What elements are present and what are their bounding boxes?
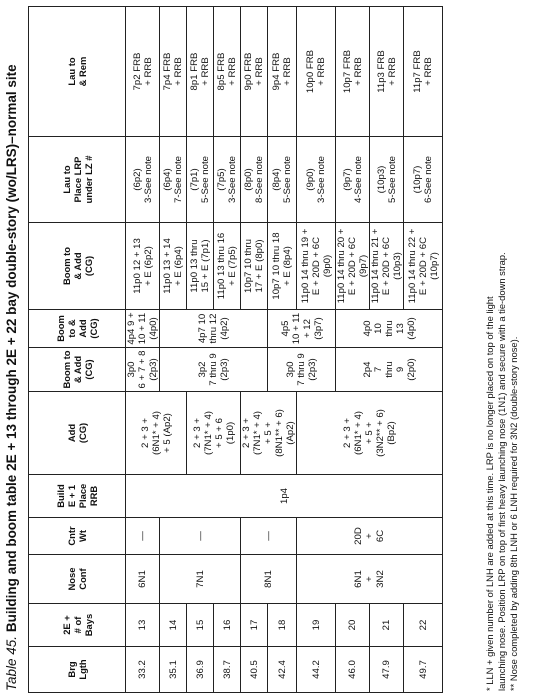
cell-bays: 14 [160,604,187,647]
cell-boom1: 3p0 7 thru 9 (2p3) [268,348,336,392]
cell-nose: 6N1 [126,555,160,604]
cell-brg: 35.1 [160,647,187,693]
cell-boom2: 4p7 10 thru 12 (4p2) [160,310,268,348]
cell-lau-lrp: (7p1) 5-See note [187,137,214,223]
cell-add: 2 + 3 + (6N1* + 4) + 5 (Ap2) [126,392,187,475]
cell-bays: 15 [187,604,214,647]
cell-lau-rem: 11p3 FRB + RRB [370,7,404,137]
cell-bays: 18 [268,604,297,647]
cell-cntr: 20D + 6C [297,518,443,555]
cell-bays: 19 [297,604,336,647]
header-row [29,7,126,693]
header-build: Build E + 1 Place RRB [29,475,126,518]
cell-add: 2 + 3 + (6N1* + 4) + 5 + (3N2** + 6) (Bp2) [297,392,443,475]
cell-lau-lrp: (6p2) 3-See note [126,137,160,223]
cell-lau-lrp: (6p4) 7-See note [160,137,187,223]
header-add: Add (CG) [29,392,126,475]
cell-lau-lrp: (10p7) 6-See note [404,137,443,223]
cell-cntr: — [160,518,241,555]
cell-boom3: 11p0 13 thru 16 + E (7p5) [214,223,241,310]
header-lau-to-place-lrp: Lau to Place LRP under LZ # [29,137,126,223]
header-nose-conf: Nose Conf [29,555,126,604]
cell-boom3: 10p7 10 thru 18 + E (8p4) [268,223,297,310]
cell-cntr: — [126,518,160,555]
cell-boom3: 11p0 14 thru 19 + E + 20D + 6C (9p0) [297,223,336,310]
cell-boom1: 3p0 6 + 7 + 8 (2p3) [126,348,160,392]
cell-boom3: 11p0 12 + 13 + E (6p2) [126,223,160,310]
table-title [4,1,26,691]
table-row [160,7,187,693]
cell-lau-rem: 8p1 FRB + RRB [187,7,214,137]
cell-lau-rem: 7p2 FRB + RRB [126,7,160,137]
table-row [126,7,160,693]
note-3: ** Nose completed by adding 8th LNH or 6 LNH required for 3N2 (double-story nose). [508,336,519,691]
cell-boom3: 11p0 13 thru 15 + E (7p1) [187,223,214,310]
header-boom-to-add: Boom to & Add (CG) [29,348,126,392]
cell-lau-rem: 11p7 FRB + RRB [404,7,443,137]
table-notes [484,11,520,691]
note-2: launching nose. Position LRP on top of first heavy launching nose (1N1) and secure with a tie-down strap. [496,252,507,691]
header-lau-to-rem: Lau to & Rem [29,7,126,137]
cell-brg: 46.0 [336,647,370,693]
cell-boom2: 4p5 10 + 11 + 12 (3p7) [268,310,336,348]
cell-lau-rem: 9p0 FRB + RRB [241,7,268,137]
cell-bays: 16 [214,604,241,647]
cell-bays: 21 [370,604,404,647]
cell-nose: 6N1 + 3N2 [297,555,443,604]
header-boom-to-add-2: Boom to & Add (CG) [29,223,126,310]
cell-bays: 17 [241,604,268,647]
cell-nose: 8N1 [241,555,297,604]
cell-brg: 49.7 [404,647,443,693]
cell-brg: 44.2 [297,647,336,693]
header-brg-lgth: Brg Lgth [29,647,126,693]
cell-boom2: 4p4 9 + 10 + 11 (4p0) [126,310,160,348]
cell-boom3: 10p7 10 thru 17 + E (8p0) [241,223,268,310]
cell-add: 2 + 3 + (7N1* + 4) + 5 + 6 (1p0) [187,392,241,475]
header-boom-to-and-add: Boom to & Add (CG) [29,310,126,348]
table-caption: Building and boom table 2E + 13 through 2E + 22 bay double-story (wo/LRS)–normal site [4,64,19,633]
header-bays: 2E + # of Bays [29,604,126,647]
cell-lau-rem: 9p4 FRB + RRB [268,7,297,137]
cell-boom3: 11p0 14 thru 21 + E + 20D + 6C (10p3) [370,223,404,310]
cell-lau-lrp: (9p0) 3-See note [297,137,336,223]
cell-lau-lrp: (10p3) 5-See note [370,137,404,223]
cell-nose: 7N1 [160,555,241,604]
cell-boom3: 11p0 14 thru 22 + E + 20D + 6C (10p7) [404,223,443,310]
cell-lau-rem: 8p5 FRB + RRB [214,7,241,137]
cell-lau-rem: 10p7 FRB + RRB [336,7,370,137]
table-number: Table 45. [4,635,19,691]
cell-lau-rem: 7p4 FRB + RRB [160,7,187,137]
cell-lau-lrp: (9p7) 4-See note [336,137,370,223]
header-cntr-wt: Cntr Wt [29,518,126,555]
cell-boom2: 4p0 10 thru 13 (4p0) [336,310,443,348]
cell-bays: 20 [336,604,370,647]
cell-cntr: — [241,518,297,555]
cell-brg: 33.2 [126,647,160,693]
cell-boom3: 11p0 14 thru 20 + E + 20D + 6C (9p7) [336,223,370,310]
cell-bays: 13 [126,604,160,647]
building-boom-table [28,6,443,693]
cell-boom3: 11p0 13 + 14 + E (6p4) [160,223,187,310]
cell-lau-rem: 10p0 FRB + RRB [297,7,336,137]
cell-brg: 47.9 [370,647,404,693]
cell-lau-lrp: (8p0) 8-See note [241,137,268,223]
note-1: * LLN + given number of LNH are added at this time. LRP is no longer placed on top of the light [484,296,495,691]
cell-brg: 36.9 [187,647,214,693]
cell-bays: 22 [404,604,443,647]
cell-lau-lrp: (8p4) 5-See note [268,137,297,223]
cell-brg: 40.5 [241,647,268,693]
cell-add: 2 + 3 + (7N1* + 4) + 5 + (8N1** + 6) (Ap2) [241,392,297,475]
cell-brg: 42.4 [268,647,297,693]
cell-lau-lrp: (7p5) 3-See note [214,137,241,223]
cell-boom1: 2p4 7 thru 9 (2p0) [336,348,443,392]
cell-boom1: 3p2 7 thru 9 (2p3) [160,348,268,392]
cell-build: 1p4 [126,475,443,518]
cell-brg: 38.7 [214,647,241,693]
